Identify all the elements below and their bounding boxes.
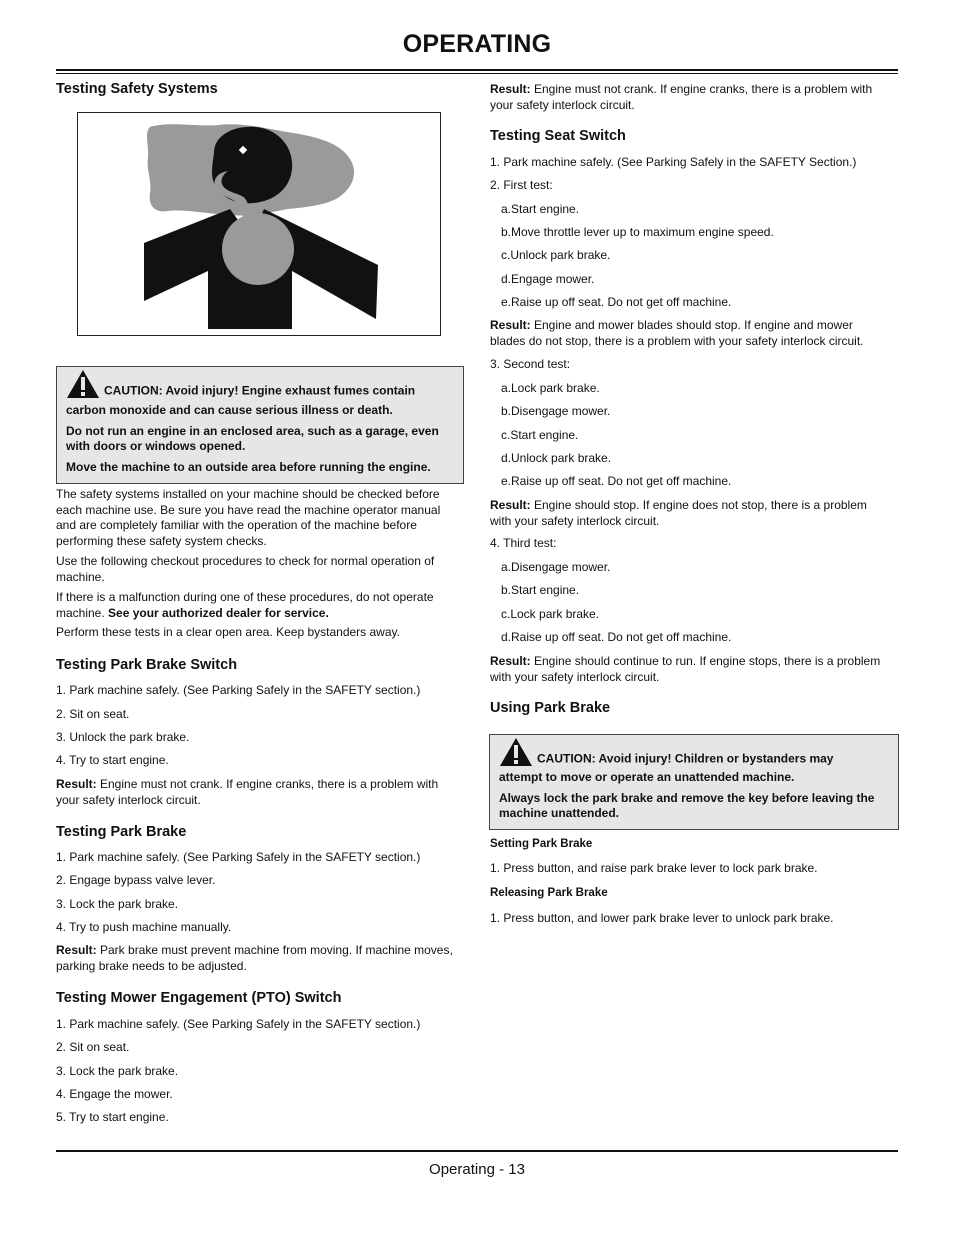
list-item: 3. Lock the park brake. — [56, 897, 179, 911]
list-item: d.Raise up off seat. Do not get off machine. — [501, 630, 732, 644]
list-item: 1. Park machine safely. (See Parking Safely in the SAFETY section.) — [56, 850, 421, 864]
caution-text: with doors or windows opened. — [66, 439, 246, 453]
list-item: 4. Third test: — [490, 536, 557, 550]
list-item: 3. Second test: — [490, 357, 571, 371]
exhaust-fume-hazard-illustration — [78, 113, 440, 335]
intro-paragraph-4: Perform these tests in a clear open area. Keep bystanders away. — [56, 625, 400, 639]
heading-using-park-brake: Using Park Brake — [490, 700, 611, 716]
result-text: Result: Engine must not crank. If engine cranks, there is a problem with your safety interlock circuit. — [490, 82, 873, 112]
list-item: b.Disengage mower. — [501, 404, 611, 418]
heading-testing-safety-systems: Testing Safety Systems — [56, 81, 218, 97]
heading-testing-seat-switch: Testing Seat Switch — [490, 128, 626, 144]
list-item: 1. Park machine safely. (See Parking Safely in the SAFETY section.) — [56, 683, 421, 697]
list-item: c.Unlock park brake. — [501, 248, 611, 262]
result-text: Result: Engine should stop. If engine does not stop, there is a problem with your safety interlock circuit. — [490, 498, 867, 528]
heading-testing-pto-switch: Testing Mower Engagement (PTO) Switch — [56, 990, 342, 1006]
list-item: a.Disengage mower. — [501, 560, 611, 574]
list-item: 1. Park machine safely. (See Parking Safely in the SAFETY Section.) — [490, 155, 857, 169]
list-item: 4. Try to start engine. — [56, 753, 169, 767]
caution-text: Move the machine to an outside area before running the engine. — [66, 460, 431, 474]
list-item: d.Unlock park brake. — [501, 451, 612, 465]
list-item: a.Start engine. — [501, 202, 580, 216]
page-number: Operating - 13 — [429, 1161, 525, 1178]
list-item: 1. Press button, and raise park brake lever to lock park brake. — [490, 861, 818, 875]
caution-text: Always lock the park brake and remove the key before leaving the — [499, 791, 875, 805]
list-item: 3. Lock the park brake. — [56, 1064, 179, 1078]
intro-paragraph-2: Use the following checkout procedures to check for normal operation of machine. — [56, 554, 435, 584]
footer-rule — [56, 1150, 898, 1152]
caution-box-unattended — [489, 734, 899, 830]
caution-text: carbon monoxide and can cause serious illness or death. — [66, 403, 393, 417]
caution-text: machine unattended. — [499, 806, 620, 820]
list-item: 5. Try to start engine. — [56, 1110, 169, 1124]
intro-paragraph-3: If there is a malfunction during one of these procedures, do not operate machine. See your authorized dealer for service. — [56, 590, 434, 620]
header-rule-thin — [56, 73, 898, 74]
list-item: 4. Engage the mower. — [56, 1087, 173, 1101]
dealer-service-note: See your authorized dealer for service. — [108, 605, 329, 620]
result-text: Result: Engine must not crank. If engine cranks, there is a problem with your safety interlock circuit. — [56, 777, 439, 807]
heading-testing-park-brake: Testing Park Brake — [56, 824, 187, 840]
result-text: Result: Engine should continue to run. If engine stops, there is a problem with your safety interlock circuit. — [490, 654, 881, 684]
list-item: c.Lock park brake. — [501, 607, 600, 621]
result-text: Result: Engine and mower blades should stop. If engine and mower blades do not stop, there is a problem with your safety interlock circuit. — [490, 318, 864, 348]
caution-label-exhaust: CAUTION: Avoid injury! Engine exhaust fumes contain — [104, 383, 416, 398]
list-item: a.Lock park brake. — [501, 381, 600, 395]
intro-paragraph-1: The safety systems installed on your machine should be checked before each machine use. Be sure you have read the machine operator manual and are completely familiar with the operation of the machine before performing these safety system checks. — [56, 487, 441, 548]
list-item: c.Start engine. — [501, 428, 579, 442]
list-item: 1. Park machine safely. (See Parking Safely in the SAFETY section.) — [56, 1017, 421, 1031]
list-item: 1. Press button, and lower park brake lever to unlock park brake. — [490, 911, 834, 925]
list-item: 2. Engage bypass valve lever. — [56, 873, 216, 887]
warning-triangle-icon — [66, 369, 100, 399]
list-item: 2. First test: — [490, 178, 553, 192]
list-item: e.Raise up off seat. Do not get off machine. — [501, 295, 732, 309]
warning-triangle-icon — [499, 737, 533, 767]
exhaust-hazard-figure — [77, 112, 441, 336]
result-text: Result: Park brake must prevent machine from moving. If machine moves, parking brake needs to be adjusted. — [56, 943, 453, 973]
caution-text: Do not run an engine in an enclosed area, such as a garage, even — [66, 424, 439, 438]
subheading-releasing-park-brake: Releasing Park Brake — [490, 887, 608, 899]
subheading-setting-park-brake: Setting Park Brake — [490, 838, 593, 850]
list-item: b.Move throttle lever up to maximum engine speed. — [501, 225, 774, 239]
list-item: 4. Try to push machine manually. — [56, 920, 232, 934]
list-item: d.Engage mower. — [501, 272, 595, 286]
list-item: 2. Sit on seat. — [56, 707, 130, 721]
list-item: b.Start engine. — [501, 583, 580, 597]
list-item: 3. Unlock the park brake. — [56, 730, 190, 744]
list-item: e.Raise up off seat. Do not get off machine. — [501, 474, 732, 488]
page-title: OPERATING — [402, 30, 552, 58]
list-item: 2. Sit on seat. — [56, 1040, 130, 1054]
heading-testing-park-brake-switch: Testing Park Brake Switch — [56, 657, 238, 673]
header-rule — [56, 69, 898, 71]
caution-box-exhaust — [56, 366, 464, 484]
caution-label-unattended: CAUTION: Avoid injury! Children or bystanders may — [537, 751, 834, 766]
caution-text: attempt to move or operate an unattended machine. — [499, 770, 795, 784]
